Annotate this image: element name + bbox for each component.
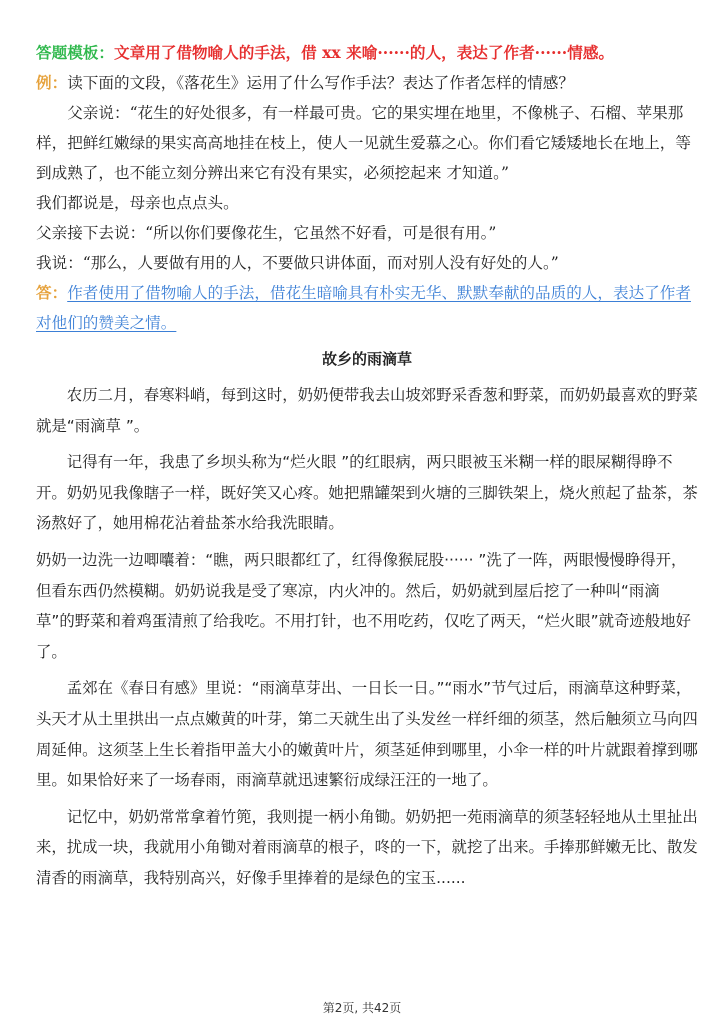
answer-label: 答： — [36, 283, 68, 302]
story-paragraph: 孟郊在《春日有感》里说：“雨滴草芽出、一日长一日。”“雨水”节气过后，雨滴草这种野菜，头天才从土里拱出一点点嫩黄的叶芽，第二天就生出了头发丝一样纤细的须茎，然后触须立马向四周延伸。这须茎上生长着指甲盖大小的嫩黄叶片，须茎延伸到哪里，小伞一样的叶片就跟着撑到哪里。如果恰好来了一场春雨，雨滴草就迅速繁衍成绿汪汪的一地了。 — [36, 679, 698, 790]
passage-paragraph: 父亲说：“花生的好处很多，有一样最可贵。它的果实埋在地里，不像桃子、石榴、苹果那样，把鲜红嫩绿的果实高高地挂在枝上，使人一见就生爱慕之心。你们看它矮矮地长在地上，等到成熟了，也不能立刻分辨出来它有没有果实，必须挖起来 才知道。” — [36, 104, 691, 182]
passage-line: 父亲接下去说：“所以你们要像花生，它虽然不好看，可是很有用。” — [36, 224, 497, 242]
answer-text: 作者使用了借物喻人的手法，借花生暗喻具有朴实无华、默默奉献的品质的人，表达了作者对他们的赞美之情。 — [36, 284, 691, 332]
story-paragraph: 记忆中，奶奶常常拿着竹篼，我则提一柄小角锄。奶奶把一苑雨滴草的须茎轻轻地从土里扯出来，扰成一块，我就用小角锄对着雨滴草的根子，咚的一下，就挖了出来。手捧那鲜嫩无比、散发清香的雨滴草，我特别高兴，好像手里捧着的是绿色的宝玉...... — [36, 807, 698, 887]
page-footer: 第2页, 共42页 — [322, 1001, 402, 1015]
example-label: 例： — [36, 73, 68, 92]
template-label: 答题模板： — [36, 43, 114, 62]
story-paragraph: 记得有一年，我患了乡坝头称为“烂火眼 ”的红眼病，两只眼被玉米糊一样的眼屎糊得睁不开。奶奶见我像瞎子一样，既好笑又心疼。她把鼎罐架到火塘的三脚铁架上，烧火煎起了盐茶，茶汤熬好了，她用棉花沾着盐茶水给我洗眼睛。 — [36, 453, 698, 533]
answer-template — [36, 38, 698, 68]
template-text: 文章用了借物喻人的手法，借 xx 来喻······的人，表达了作者······情感。 — [113, 43, 615, 62]
example-question — [36, 68, 698, 98]
story-body — [36, 380, 698, 894]
example-question-text: 读下面的文段，《落花生》运用了什么写作手法？表达了作者怎样的情感？ — [67, 74, 574, 92]
story-title: 故乡的雨滴草 — [321, 350, 412, 368]
story-paragraph: 奶奶一边洗一边唧囔着：“瞧，两只眼都红了，红得像猴屁股······ ”洗了一阵，两眼慢慢睁得开，但看东西仍然模糊。奶奶说我是受了寒凉，内火冲的。然后，奶奶就到屋后挖了一种叫“雨滴草”的野菜和着鸡蛋清煎了给我吃。不用打针，也不用吃药，仅吃了两天，“烂火眼”就奇迹般地好了。 — [36, 550, 691, 661]
story-paragraph: 农历二月，春寒料峭，每到这时，奶奶便带我去山坡郊野采香葱和野菜，而奶奶最喜欢的野菜就是“雨滴草 ”。 — [36, 386, 698, 435]
passage-line: 我们都说是，母亲也点点头。 — [36, 194, 239, 212]
answer-block — [36, 278, 698, 338]
passage-line: 我说：“那么，人要做有用的人，不要做只讲体面，而对别人没有好处的人。” — [36, 254, 559, 272]
